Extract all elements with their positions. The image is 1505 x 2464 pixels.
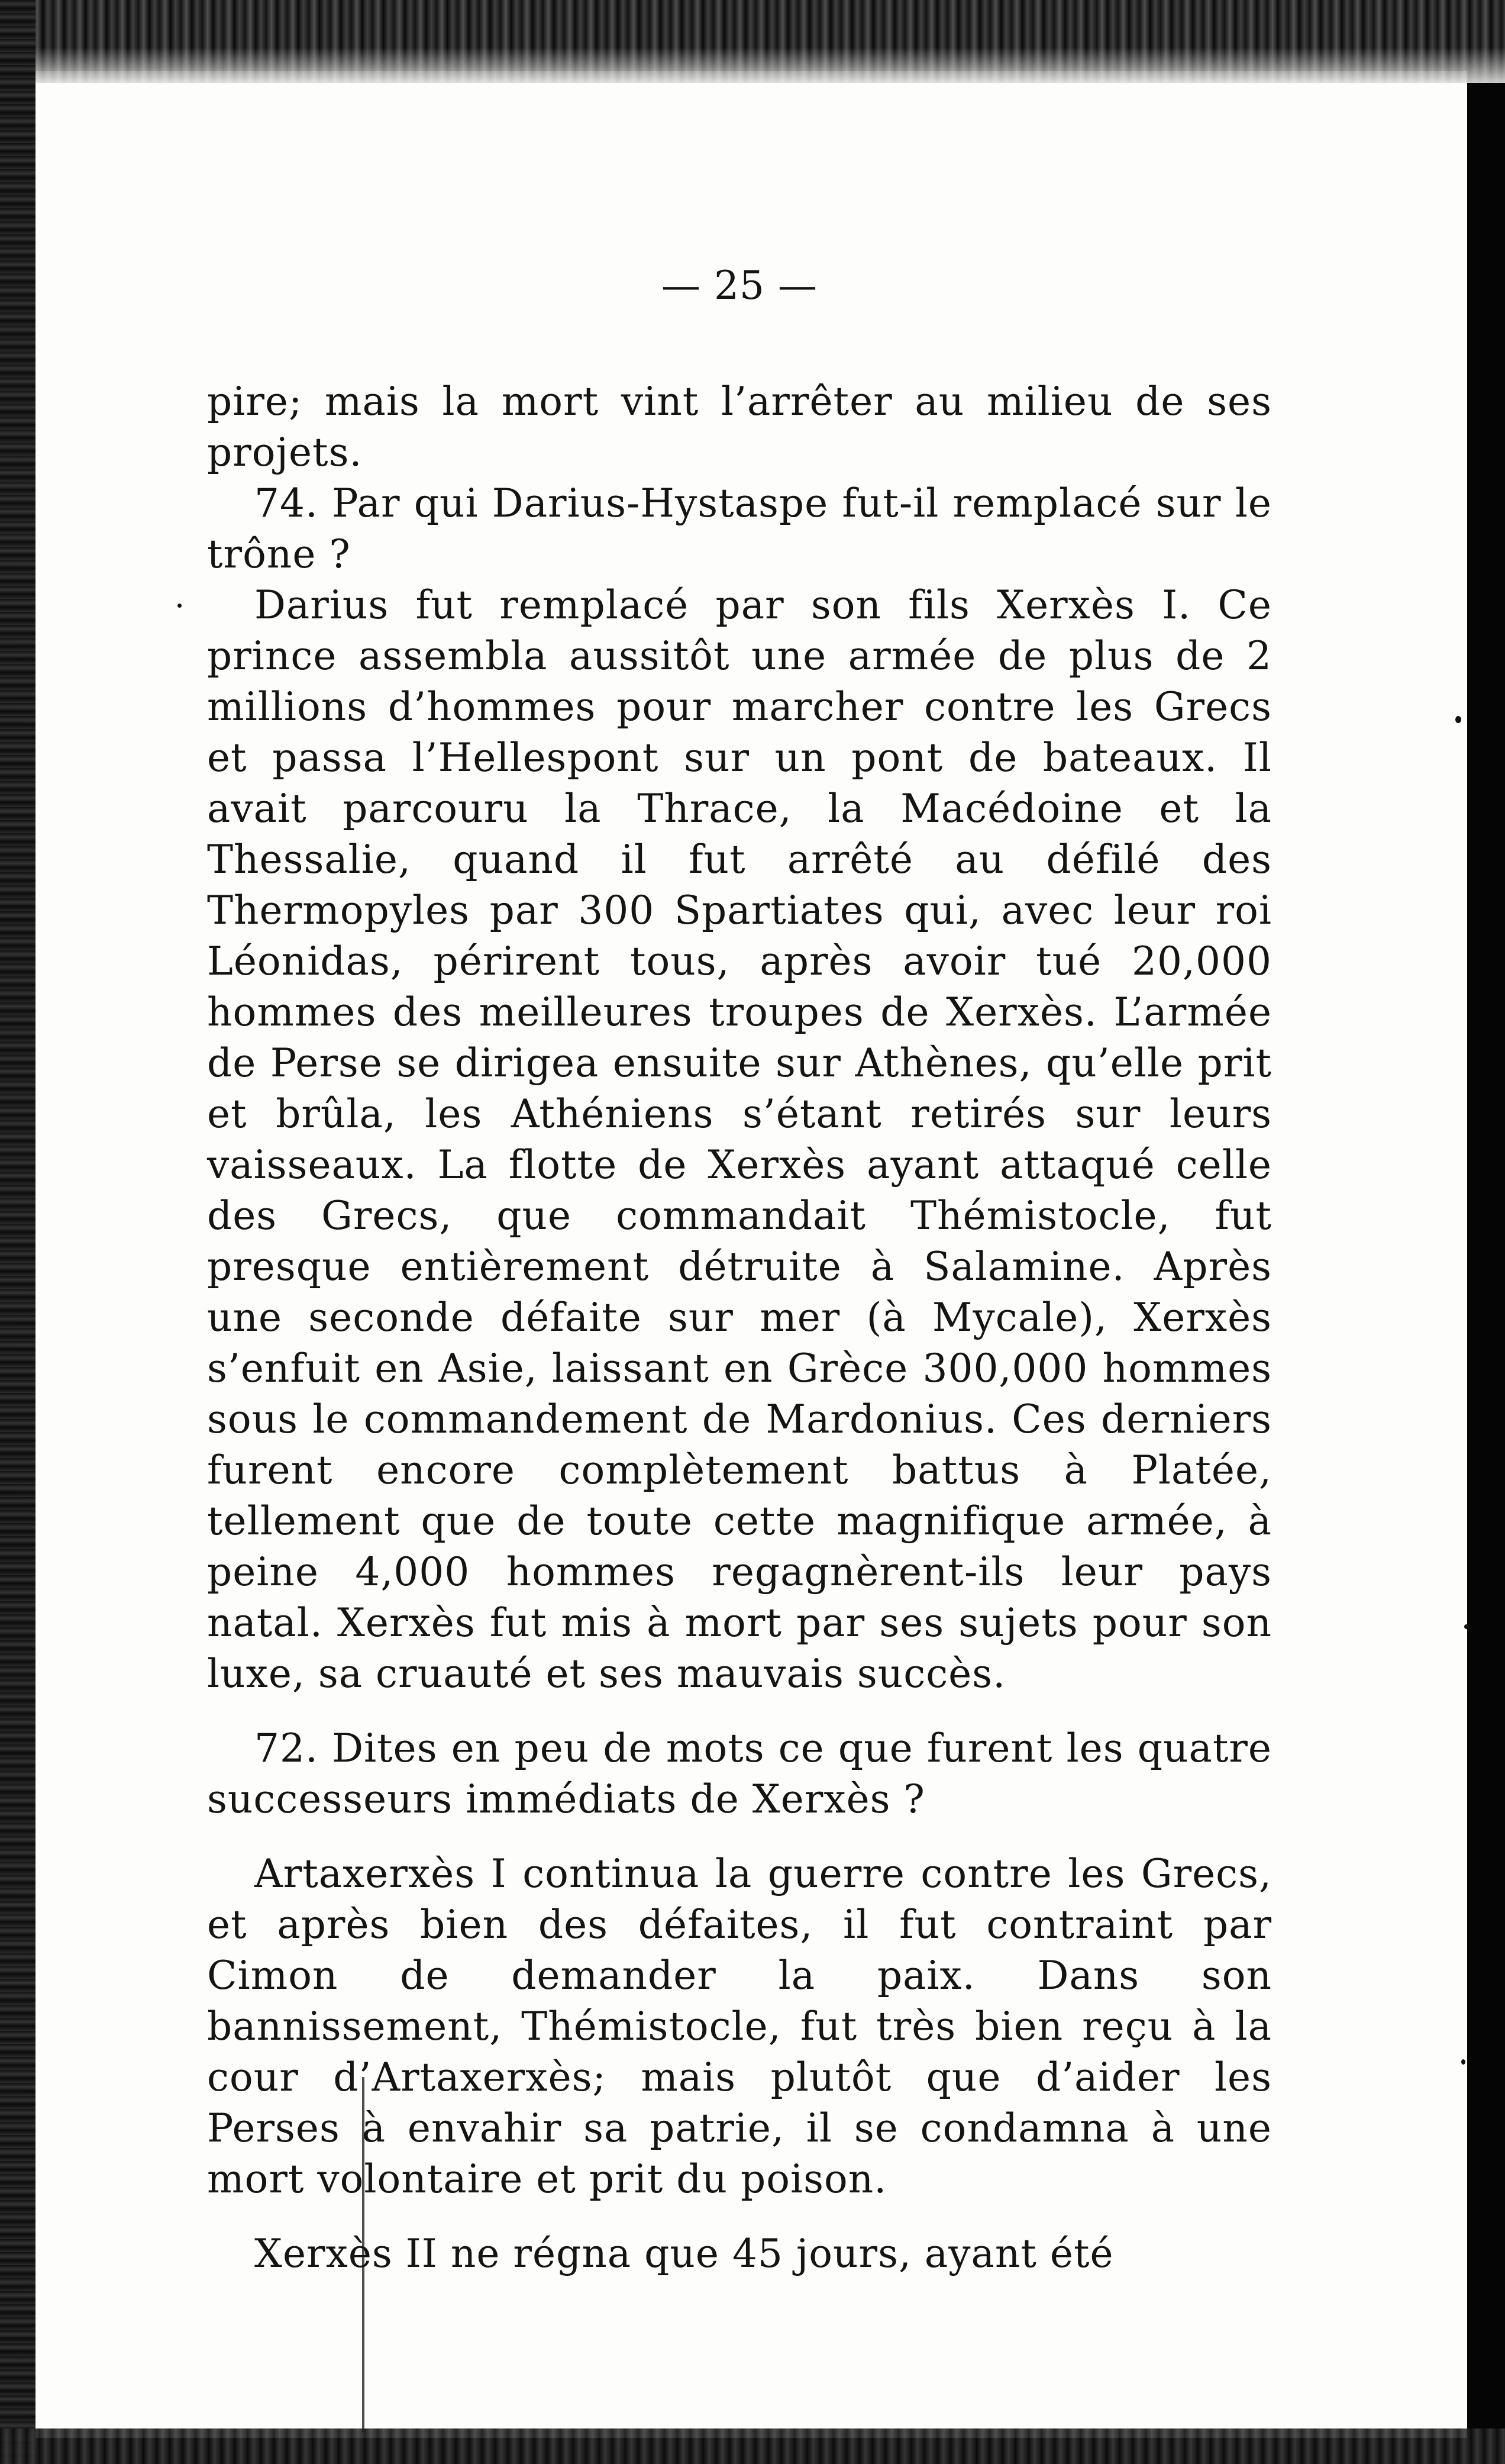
answer-74: Darius fut remplacé par son fils Xerxès I. Ce prince assembla aussitôt une armée de plus de 2 millions d’hommes pour marcher contre les Grecs et passa l’Hellespont sur un pont de bateaux. Il avait parcouru la Thrace, la Macédoine et la Thessalie, quand il fut arrêté au défilé des Thermopyles par 300 Spartiates qui, avec leur roi Léonidas, périrent tous, après avoir tué 20,000 hommes des meilleures troupes de Xerxès. L’armée de Perse se dirigea ensuite sur Athènes, qu’elle prit et brûla, les Athéniens s’étant retirés sur leurs vaisseaux. La flotte de Xerxès ayant attaqué celle des Grecs, que commandait Thémistocle, fut presque entièrement détruite à Salamine. Après une seconde défaite sur mer (à Mycale), Xerxès s’enfuit en Asie, laissant en Grèce 300,000 hommes sous le commandement de Mardonius. Ces derniers furent encore complètement battus à Platée, tellement que de toute cette magnifique armée, à peine 4,000 hommes regagnèrent-ils leur pays natal. Xerxès fut mis à mort par ses sujets pour son luxe, sa cruauté et ses mauvais succès.	[207, 582, 1272, 1697]
ink-speck	[1464, 1624, 1469, 1629]
page-text	[207, 260, 1272, 2279]
ink-speck	[1461, 2059, 1465, 2065]
page-number: — 25 —	[661, 263, 818, 308]
paragraph-continuation: pire; mais la mort vint l’arrêter au milieu de ses projets.	[207, 379, 1272, 475]
answer-72-xerxes-ii: Xerxès II ne régna que 45 jours, ayant été	[254, 2231, 1114, 2276]
question-72: 72. Dites en peu de mots ce que furent les quatre successeurs immédiats de Xerxès ?	[207, 1726, 1272, 1822]
question-74: 74. Par qui Darius-Hystaspe fut-il remplacé sur le trône ?	[207, 480, 1272, 577]
ink-speck	[1455, 716, 1461, 723]
top-scan-edge	[0, 0, 1505, 83]
ink-speck	[177, 604, 182, 608]
answer-72-artaxerxes: Artaxerxès I continua la guerre contre les Grecs, et après bien des défaites, il fut contraint par Cimon de demander la paix. Dans son bannissement, Thémistocle, fut très bien reçu à la cour d’Artaxerxès; mais plutôt que d’aider les Perses à envahir sa patrie, il se condamna à une mort volontaire et prit du poison.	[207, 1851, 1272, 2202]
bottom-scan-edge	[0, 2428, 1505, 2464]
left-scan-edge	[0, 0, 35, 2464]
